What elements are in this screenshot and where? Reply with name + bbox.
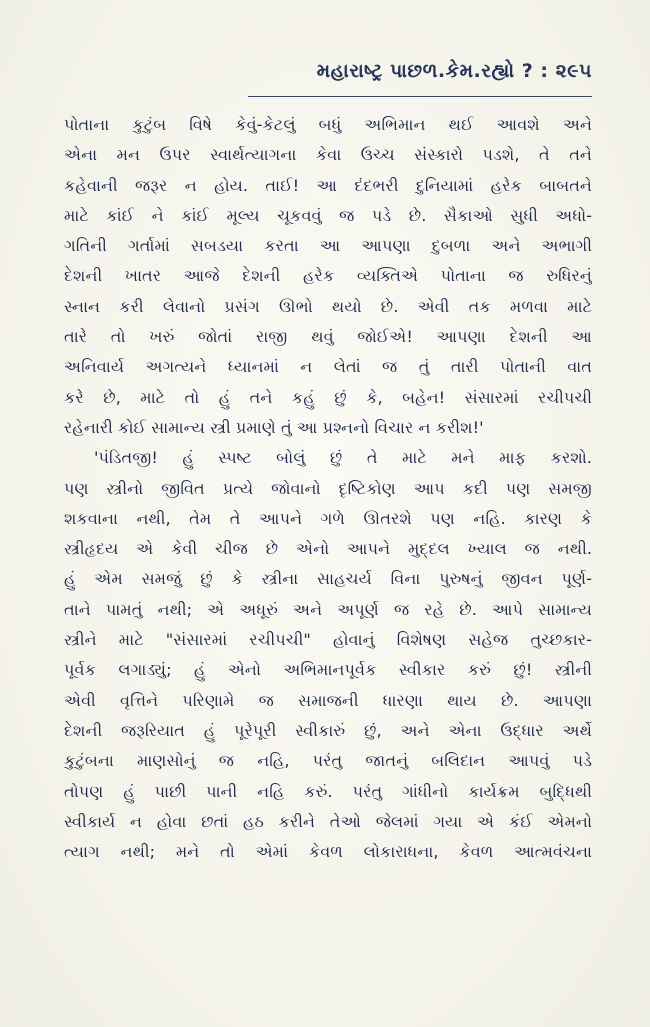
text-line: તારે તો ખરું જોતાં રાજી થવું જોઈએ! આપણા દેશની આ — [64, 327, 592, 347]
text-line: દેશની ખાતર આજે દેશની હરેક વ્યક્તિએ પોતાના જ રુધિરનું — [64, 266, 592, 286]
text-line: સ્વીકાર્ય ન હોવા છતાં હઠ કરીને તેઓ જેલમાં ગયા એ કંઈ એમનો — [64, 811, 592, 831]
paragraph-2 — [64, 443, 592, 867]
header-rule — [248, 96, 592, 97]
text-line: સ્ત્રીને માટે "સંસારમાં રચીપચી" હોવાનું વિશેષણ સહેજ તુચ્છકાર- — [64, 630, 592, 650]
text-line: એના મન ઉપર સ્વાર્થત્યાગના કેવા ઉચ્ચ સંસ્કારો પડશે, તે તને — [64, 145, 592, 165]
text-line: સ્ત્રીહૃદય એ કેવી ચીજ છે એનો આપને મુદ્દલ ખ્યાલ જ નથી. — [64, 539, 592, 559]
text-line: એવી વૃત્તિને પરિણામે જ સમાજની ધારણા થાય છે. આપણા — [64, 690, 592, 710]
text-line: 'પંડિતજી! હું સ્પષ્ટ બોલું છું તે માટે મને માફ કરશો. — [94, 448, 592, 468]
body-text — [64, 110, 592, 867]
text-line: કરે છે, માટે તો હું તને કહું છું કે, બહેન! સંસારમાં રચીપચી — [64, 387, 592, 407]
text-line: તાને પામતું નથી; એ અધૂરું અને અપૂર્ણ જ રહે છે. આપે સામાન્ય — [64, 599, 592, 619]
text-line: ત્યાગ નથી; મને તો એમાં કેવળ લોકારાધના, કેવળ આત્મવંચના — [64, 842, 592, 862]
text-line: તોપણ હું પાછી પાની નહિ કરું. પરંતુ ગાંધીનો કાર્યક્રમ બુદ્ધિથી — [64, 781, 592, 801]
text-line: સ્નાન કરી લેવાનો પ્રસંગ ઊભો થયો છે. એવી તક મળવા માટે — [64, 296, 592, 316]
text-line: હું એમ સમજું છું કે સ્ત્રીના સાહચર્ય વિના પુરુષનું જીવન પૂર્ણ- — [64, 569, 592, 589]
text-line: કહેવાની જરૂર ન હોય. તાઈ! આ દંદભરી દુનિયામાં હરેક બાબતને — [64, 175, 592, 195]
text-line: દેશની જરૂરિયાત હું પૂરેપૂરી સ્વીકારું છું, અને એના ઉદ્ધાર અર્થે — [64, 720, 592, 740]
text-line: પોતાના કુટુંબ વિષે કેવું-કેટલું બધું અભિમાન થઈ આવશે અને — [64, 115, 592, 134]
text-line: પૂર્વક લગાડ્યું; હું એનો અભિમાનપૂર્વક સ્વીકાર કરું છું! સ્ત્રીની — [64, 660, 592, 680]
text-line: માટે કાંઈ ને કાંઈ મૂલ્ય ચૂકવવું જ પડે છે. સૈકાઓ સુધી અધો- — [64, 205, 592, 225]
text-line: પણ સ્ત્રીનો જીવિત પ્રત્યે જોવાનો દૃષ્ટિકોણ આપ કદી પણ સમજી — [64, 478, 592, 498]
text-line: રહેનારી કોઈ સામાન્ય સ્ત્રી પ્રમાણે તું આ પ્રશ્નનો વિચાર ન કરીશ!' — [64, 417, 484, 437]
paragraph-1 — [64, 110, 592, 443]
text-line: અનિવાર્ય અગત્યને ધ્યાનમાં ન લેતાં જ તું તારી પોતાની વાત — [64, 357, 592, 377]
text-line: કુટુંબના માણસોનું જ નહિ, પરંતુ જાતનું બલિદાન આપવું પડે — [64, 751, 592, 771]
text-line: ગતિની ગર્તામાં સબડયા કરતા આ આપણા દુબળા અને અભાગી — [64, 236, 592, 256]
running-header: મહારાષ્ટ્ર પાછળ.કેમ.રહ્યો ? : ૨૯૫ — [316, 60, 592, 82]
text-line: શકવાના નથી, તેમ તે આપને ગળે ઊતરશે પણ નહિ. કારણ કે — [64, 508, 592, 528]
